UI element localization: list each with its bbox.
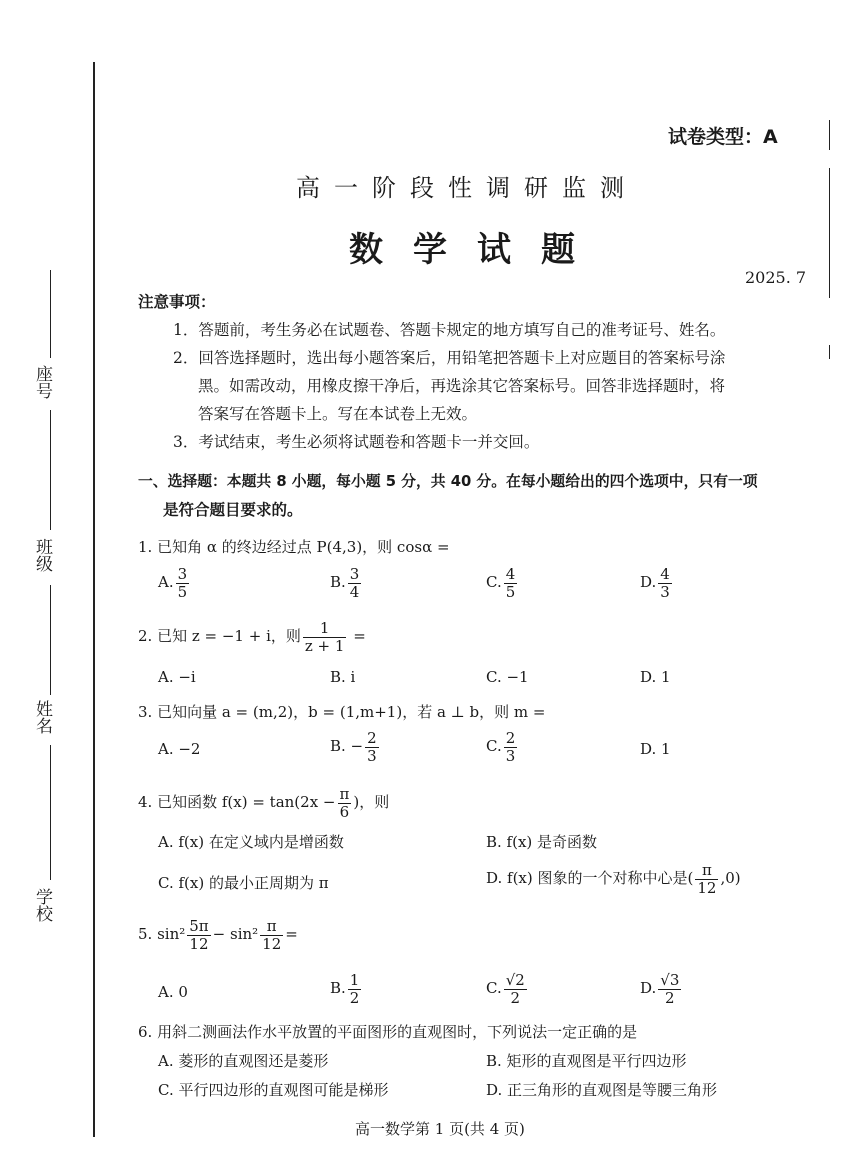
class-label: 班级: [32, 538, 52, 572]
exam-date: 2025. 7: [745, 268, 807, 287]
q6-option-a: A. 菱形的直观图还是菱形: [158, 1052, 329, 1070]
q2-option-c: C. −1: [486, 668, 529, 686]
q4-option-b: B. f(x) 是奇函数: [486, 833, 598, 851]
seat-label: 座号: [32, 365, 52, 399]
q6-option-d: D. 正三角形的直观图是等腰三角形: [486, 1081, 718, 1099]
question-6-stem: 6. 用斜二测画法作水平放置的平面图形的直观图时，下列说法一定正确的是: [138, 1023, 638, 1041]
edge-mark: [829, 120, 830, 150]
exam-subtitle: 高一阶段性调研监测: [296, 174, 638, 202]
fill-line: [50, 270, 51, 358]
q5-option-d: D. $\frac{√3}{2}$: [640, 971, 680, 1007]
q6-option-b: B. 矩形的直观图是平行四边形: [486, 1052, 687, 1070]
school-label: 学校: [32, 888, 52, 922]
q4-option-d: D. f(x) 图象的一个对称中心是( $\frac{\pi}{12}$ ,0): [486, 861, 741, 897]
notice-item: 黑。如需改动，用橡皮擦干净后，再选涂其它答案标号。回答非选择题时，将: [198, 377, 726, 395]
page-footer: 高一数学第 1 页(共 4 页): [355, 1120, 525, 1138]
fill-line: [50, 585, 51, 695]
q4-option-c: C. f(x) 的最小正周期为 π: [158, 874, 329, 892]
notice-item: 2．回答选择题时，选出每小题答案后，用铅笔把答题卡上对应题目的答案标号涂: [173, 349, 726, 367]
q4-option-a: A. f(x) 在定义域内是增函数: [158, 833, 344, 851]
q3-option-a: A. −2: [158, 740, 201, 758]
binding-line: [93, 62, 95, 1137]
q1-option-c: C. $\frac{4}{5}$: [486, 565, 516, 601]
q3-option-d: D. 1: [640, 740, 671, 758]
notice-item: 1．答题前，考生务必在试题卷、答题卡规定的地方填写自己的准考证号、姓名。: [173, 321, 726, 339]
q3-option-b: B. − $\frac{2}{3}$: [330, 729, 377, 765]
notice-item: 答案写在答题卡上。写在本试卷上无效。: [198, 405, 478, 423]
section-heading: 一、选择题：本题共 8 小题，每小题 5 分，共 40 分。在每小题给出的四个选项中，只有一项: [138, 473, 758, 490]
q5-option-c: C. $\frac{√2}{2}$: [486, 971, 525, 1007]
question-4-stem: 4. 已知函数 f(x) = tan(2x − $\frac{\pi}{6}$ )，则: [138, 785, 390, 821]
q2-option-b: B. i: [330, 668, 356, 686]
question-1-stem: 1. 已知角 α 的终边经过点 P(4,3)，则 cosα =: [138, 538, 450, 556]
q5-option-a: A. 0: [158, 983, 188, 1001]
edge-mark: [829, 345, 830, 359]
question-5-stem: 5. sin² $\frac{5\pi}{12}$ − sin² $\frac{\pi}{12}$ =: [138, 917, 298, 953]
fill-line: [50, 745, 51, 880]
q5-option-b: B. $\frac{1}{2}$: [330, 971, 360, 1007]
q1-option-d: D. $\frac{4}{3}$: [640, 565, 670, 601]
fill-line: [50, 410, 51, 530]
q2-option-a: A. −i: [158, 668, 196, 686]
section-heading-cont: 是符合题目要求的。: [163, 501, 303, 519]
question-3-stem: 3. 已知向量 a = (m,2)，b = (1,m+1)，若 a ⊥ b，则 m =: [138, 703, 546, 721]
q3-option-c: C. $\frac{2}{3}$: [486, 729, 516, 765]
exam-title: 数学试题: [349, 230, 605, 270]
q1-option-a: A. $\frac{3}{5}$: [158, 565, 188, 601]
question-2-stem: 2. 已知 z = −1 + i，则 $\frac{1}{z + 1}$ =: [138, 619, 366, 655]
name-label: 姓名: [32, 700, 52, 734]
notice-heading: 注意事项：: [138, 293, 216, 311]
edge-mark: [829, 168, 830, 298]
paper-type: 试卷类型：A: [668, 126, 778, 148]
q2-option-d: D. 1: [640, 668, 671, 686]
notice-item: 3．考试结束，考生必须将试题卷和答题卡一并交回。: [173, 433, 540, 451]
q1-option-b: B. $\frac{3}{4}$: [330, 565, 360, 601]
q6-option-c: C. 平行四边形的直观图可能是梯形: [158, 1081, 389, 1099]
